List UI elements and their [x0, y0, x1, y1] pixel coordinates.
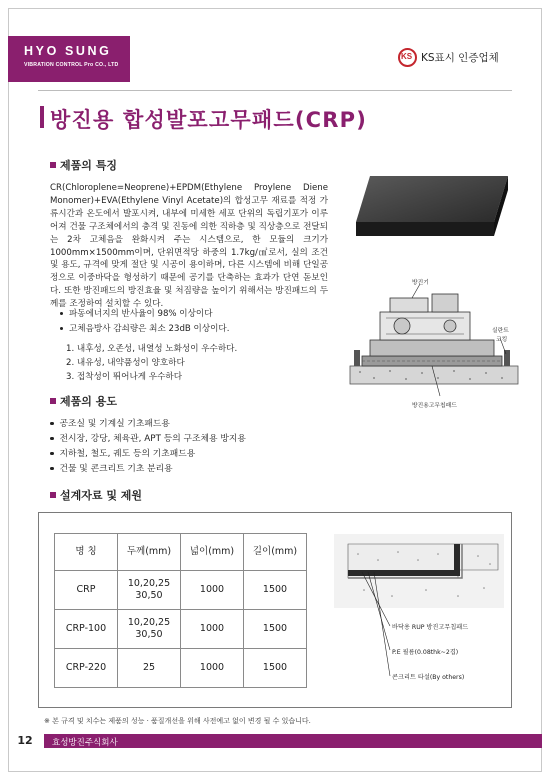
table-row [55, 571, 307, 610]
thickness-line-1: 10,20,25 [127, 578, 171, 589]
bullet-dot [50, 422, 54, 426]
spec-table [54, 533, 307, 688]
brand-subtitle: VIBRATION CONTROL Pro CO., LTD [24, 62, 119, 68]
features-description: CR(Chloroplene=Neoprene)+EPDM(Ethylene Proylene Diene Monomer)+EVA(Ethylene Vinyl Acetate)의 합성고무 재료를 적정 가류시간과 온도에서 발포시켜, 내부에 미세한 세포 단위의 독립기포가 이루어져 건물 구조체에서의 충격 및 진동에 의한 직하층 및 직상층으로 전달되는 2차 고체음을 완화시켜 주는 시스템으로, 한 모듈의 크기가 1000mm×1500mm이며, 단위면적당 하중의 1.7kg/㎠로서, 실의 조건 및 용도, 규격에 맞게 절단 및 시공이 용이하며, 다른 시스템에 비해 단일공정으로 이중바닥을 형성하기 때문에 공기를 단축하는 효과가 단연 돋보인다. 또한 방진패드의 방진효율 및 처짐량을 높이기 위해서는 방진패드의 두께를 조정하여 설치할 수 있다. [50, 183, 328, 310]
use-item [50, 446, 195, 459]
feature-bullet-text: 고체음방사 감쇠량은 최소 23dB 이상이다. [69, 324, 230, 334]
uses-heading: 제품의 용도 [60, 395, 117, 408]
header-divider [38, 90, 512, 91]
spec-cell-length: 1500 [244, 649, 307, 688]
feature-numbered-item: 1. 내후성, 오존성, 내열성 노화성이 우수하다. [66, 344, 238, 354]
bullet-dot [50, 467, 54, 471]
section-marker [50, 398, 56, 404]
use-item-text: 지하철, 철도, 궤도 등의 기초패드용 [59, 449, 196, 459]
page-title: 방진용 합성발포고무패드(CRP) [50, 108, 368, 132]
spec-cell-name: CRP-220 [55, 649, 118, 688]
title-accent-bar [40, 106, 44, 128]
brand-banner [8, 36, 130, 82]
spec-header-thickness: 두께(mm) [118, 534, 181, 571]
section-marker [50, 492, 56, 498]
label-pe-film: P.E 필름(0.08thk~2겹) [392, 649, 459, 656]
label-concrete: 콘크리트 타설(By others) [392, 674, 465, 681]
use-item [50, 431, 246, 444]
spec-cell-width: 1000 [181, 649, 244, 688]
use-item-text: 공조실 및 기계실 기초패드용 [59, 419, 170, 429]
design-heading: 설계자료 및 제원 [60, 489, 143, 502]
spec-header-length: 길이(mm) [244, 534, 307, 571]
features-heading: 제품의 특징 [60, 159, 117, 172]
spec-header-width: 넓이(mm) [181, 534, 244, 571]
spec-cell-length: 1500 [244, 571, 307, 610]
label-sealant: 실란트 [492, 328, 509, 334]
spec-cell-width: 1000 [181, 610, 244, 649]
label-rubber-pad: 방진용고무칩패드 [412, 403, 457, 409]
section-marker [50, 162, 56, 168]
disclaimer-note: ※ 본 규격 및 치수는 제품의 성능 · 품질개선을 위해 사전예고 없이 변경 될 수 있습니다. [44, 717, 311, 725]
feature-bullet [60, 322, 229, 334]
feature-bullet-text: 파동에너지의 반사율이 98% 이상이다 [69, 309, 213, 319]
spec-cell-length: 1500 [244, 610, 307, 649]
feature-numbered-item: 2. 내유성, 내약품성이 양호하다 [66, 358, 185, 368]
table-row [55, 649, 307, 688]
thickness-line-1: 25 [142, 662, 156, 673]
use-item-text: 건물 및 콘크리트 기초 분리용 [59, 464, 173, 474]
label-vibrator: 방진기 [412, 280, 429, 286]
feature-bullet [60, 307, 213, 319]
label-caulking: 코킹 [496, 337, 508, 343]
spec-cell-name: CRP-100 [55, 610, 118, 649]
page-number: 12 [17, 734, 33, 747]
bullet-dot [50, 452, 54, 456]
brand-name: HYO SUNG [24, 44, 112, 58]
thickness-line-2: 30,50 [135, 590, 163, 601]
table-row [55, 610, 307, 649]
bullet-dot [60, 312, 63, 315]
spec-cell-thickness [118, 610, 181, 649]
spec-header-name: 명 칭 [55, 534, 118, 571]
ks-logo-text: KS [401, 52, 413, 61]
spec-table-header-row [55, 534, 307, 571]
footer-bar [44, 734, 542, 748]
use-item [50, 416, 170, 429]
spec-cell-name: CRP [55, 571, 118, 610]
feature-numbered-item: 3. 접착성이 뛰어나게 우수하다 [66, 372, 183, 382]
spec-cell-thickness [118, 571, 181, 610]
thickness-line-1: 10,20,25 [127, 617, 171, 628]
bullet-dot [50, 437, 54, 441]
thickness-line-2: 30,50 [135, 629, 163, 640]
use-item-text: 전시장, 강당, 체육관, APT 등의 구조체용 방지용 [59, 434, 246, 444]
bullet-dot [60, 327, 63, 330]
spec-cell-width: 1000 [181, 571, 244, 610]
ks-cert-text: KS표시 인증업체 [421, 52, 499, 64]
spec-cell-thickness [118, 649, 181, 688]
ks-cert-logo [398, 48, 417, 67]
pad-product-image [348, 170, 520, 254]
footer-company: 효성방진주식회사 [52, 738, 118, 748]
use-item [50, 461, 173, 474]
label-floor-pad: 바닥용 RUP 방진고무칩패드 [392, 624, 469, 631]
